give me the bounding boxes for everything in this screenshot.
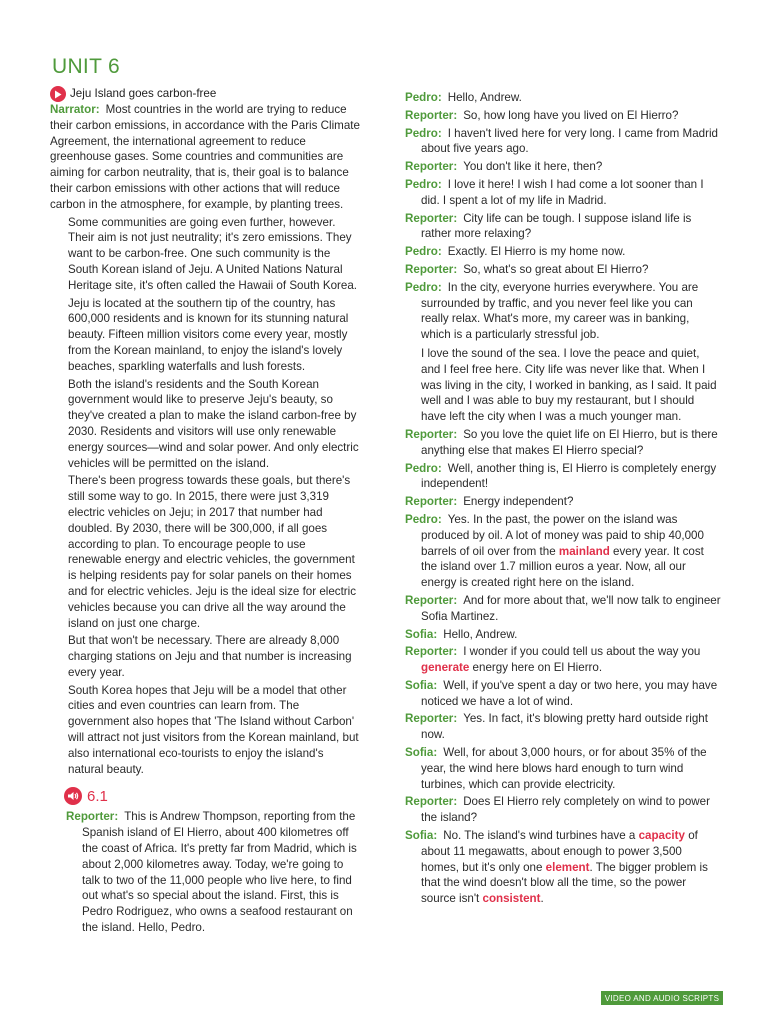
speaker-label: Reporter:	[405, 593, 458, 607]
dialogue-line	[405, 794, 721, 826]
speaker-icon[interactable]	[64, 787, 82, 805]
line-text: Well, if you've spent a day or two here, you may have noticed we have a lot of wind.	[421, 678, 718, 708]
line-text: Hello, Andrew.	[443, 627, 518, 641]
line-text: I love it here! I wish I had come a lot sooner than I did. I spent a lot of my life in Madrid.	[421, 177, 704, 207]
line-text: every year. It cost the island over 1.7 million euros a year. Now, all our energy is created right here on the island.	[421, 544, 704, 590]
speaker-label: Sofia:	[405, 829, 438, 843]
keyword: consistent	[482, 892, 541, 906]
speaker-label: Reporter:	[405, 262, 458, 276]
dialogue-line	[405, 126, 721, 158]
paragraph: Some communities are going even further, however. Their aim is not just neutrality; it's zero emissions. They want to be carbon-free. One such community is the South Korean island of Jeju. A United Nations Natural Heritage site, it's often called the Hawaii of South Korea.	[68, 215, 357, 292]
dialogue-line	[405, 828, 721, 907]
keyword: element	[545, 860, 590, 874]
dialogue-line	[405, 280, 721, 343]
line-text: Energy independent?	[463, 495, 574, 509]
line-text: City life can be tough. I suppose island life is rather more relaxing?	[421, 211, 692, 241]
left-column	[52, 86, 360, 936]
speaker-label: Reporter:	[405, 795, 458, 809]
line-text: energy here on El Hierro.	[469, 661, 603, 675]
speaker-label: Sofia:	[405, 678, 438, 692]
dialogue-line	[405, 745, 721, 792]
reporter-paragraph	[52, 809, 360, 935]
audio-label: 6.1	[87, 787, 108, 805]
line-text: Does El Hierro rely completely on wind to power the island?	[421, 795, 710, 825]
line-text: No. The island's wind turbines have a	[443, 829, 639, 843]
dialogue-line	[405, 244, 721, 260]
speaker-label: Pedro:	[405, 461, 442, 475]
speaker-label: Reporter:	[405, 160, 458, 174]
paragraph: Both the island's residents and the South Korean government would like to preserve Jeju's beauty, so they've created a plan to make the island carbon-free by 2030. Residents and visitors will use only renewable energy sources—wind and solar power. And only electric vehicles will be permitted on the island.	[68, 377, 359, 470]
dialogue-line	[405, 177, 721, 209]
paragraph-text: This is Andrew Thompson, reporting from the Spanish island of El Hierro, about 400 kilometres off the coast of Africa. It's pretty far from Madrid, which is about 2,000 kilometres away. Today, we're going to talk to two of the 11,000 people who live here, to find out what's so special about the island. First, this is Pedro Rodriguez, who owns a seafood restaurant on the island. Hello, Pedro.	[82, 810, 357, 935]
line-text: Well, for about 3,000 hours, or for about 35% of the year, the wind here blows hard enough to turn wind turbines, which can provide electricity.	[421, 746, 707, 791]
dialogue-line	[405, 644, 721, 676]
paragraph: But that won't be necessary. There are already 8,000 charging stations on Jeju and that number is increasing every year.	[68, 634, 352, 679]
speaker-label: Sofia:	[405, 746, 438, 760]
dialogue-line	[405, 427, 721, 459]
audio-header	[64, 787, 360, 805]
unit-title: UNIT 6	[52, 55, 120, 78]
paragraph: South Korea hopes that Jeju will be a model that other cities and even countries can learn from. The government also hopes that 'The Island without Carbon' will attract not just visitors from the Korean mainland, but also international eco-tourists to enjoy the island's natural beauty.	[68, 683, 359, 776]
paragraph-text: Most countries in the world are trying to reduce their carbon emissions, in accordance with the Paris Climate Agreement, the international agreement to reduce greenhouse gases. Some countries and communities are aiming for carbon neutrality, that is, their goal is to balance their carbon emissions with other actions that will reduce carbon in the atmosphere, for example, by planting trees.	[50, 103, 360, 211]
keyword: generate	[421, 661, 470, 675]
line-text: I wonder if you could tell us about the way you	[463, 645, 701, 659]
line-text: Exactly. El Hierro is my home now.	[447, 245, 626, 259]
line-text: Well, another thing is, El Hierro is completely energy independent!	[421, 461, 717, 491]
speaker-label: Pedro:	[405, 177, 442, 191]
speaker-label: Pedro:	[405, 280, 442, 294]
dialogue-line	[405, 678, 721, 710]
play-icon[interactable]	[50, 86, 66, 102]
line-text: Hello, Andrew.	[447, 91, 522, 104]
line-text: I haven't lived here for very long. I came from Madrid about five years ago.	[421, 126, 718, 156]
line-text: Yes. In the past, the power on the island was produced by oil. A lot of money was paid to ship 40,000 barrels of oil over from the	[421, 512, 704, 558]
line-text: . The bigger problem is that the wind doesn't blow all the time, so the power source isn't	[421, 860, 708, 906]
speaker-label: Reporter:	[405, 427, 458, 441]
track-header	[50, 86, 360, 102]
line-text: You don't like it here, then?	[463, 160, 603, 174]
speaker-label: Narrator:	[50, 103, 100, 116]
dialogue-line	[405, 711, 721, 743]
track-title: Jeju Island goes carbon-free	[70, 87, 217, 101]
keyword: mainland	[558, 544, 610, 558]
line-text: of about 11 megawatts, about enough to power 3,500 homes, but it's only one	[421, 829, 698, 874]
line-text: .	[540, 892, 544, 906]
right-column	[405, 90, 721, 907]
dialogue-line	[405, 494, 721, 510]
speaker-label: Reporter:	[405, 108, 458, 122]
speaker-label: Reporter:	[405, 645, 458, 659]
line-text: Yes. In fact, it's blowing pretty hard outside right now.	[421, 712, 708, 742]
keyword: capacity	[638, 829, 685, 843]
line-text: So, what's so great about El Hierro?	[463, 262, 649, 276]
line-text: In the city, everyone hurries everywhere. You are surrounded by traffic, and you never feel like you can really relax. What's more, my career was in banking, which is a particularly stressful job.	[421, 280, 699, 342]
dialogue-line	[405, 108, 721, 124]
speaker-label: Pedro:	[405, 126, 442, 140]
dialogue-line	[405, 211, 721, 243]
speaker-label: Reporter:	[405, 211, 458, 225]
speaker-label: Reporter:	[66, 810, 119, 824]
dialogue-continuation: I love the sound of the sea. I love the peace and quiet, and I feel free here. City life was never like that. When I was living in the city, I worked in banking, as I said. It paid well and I was able to buy my restaurant, but I should have left the city when I was a much younger man.	[421, 346, 717, 424]
dialogue-line	[405, 159, 721, 175]
dialogue-line	[405, 461, 721, 493]
speaker-label: Pedro:	[405, 512, 442, 526]
speaker-label: Pedro:	[405, 245, 442, 259]
dialogue-line	[405, 627, 721, 643]
narrator-paragraph	[50, 102, 360, 213]
line-text: And for more about that, we'll now talk to engineer Sofia Martinez.	[421, 593, 721, 623]
line-text: So you love the quiet life on El Hierro, but is there anything else that makes El Hierro special?	[421, 427, 718, 457]
speaker-label: Reporter:	[405, 712, 458, 726]
dialogue-line	[405, 593, 721, 625]
line-text: So, how long have you lived on El Hierro?	[463, 108, 679, 122]
speaker-label: Sofia:	[405, 627, 438, 641]
speaker-label: Reporter:	[405, 495, 458, 509]
section-footer-tag: VIDEO AND AUDIO SCRIPTS	[601, 991, 723, 1005]
paragraph: Jeju is located at the southern tip of the country, has 600,000 residents and is known for its stunning natural beauty. Fifteen million visitors come every year, mostly from the Korean mainland, to enjoy the island's lovely beaches, sparkling waterfalls and lush forests.	[68, 296, 349, 373]
dialogue-line	[405, 262, 721, 278]
paragraph: There's been progress towards these goals, but there's still some way to go. In 2015, there were just 3,319 electric vehicles on Jeju; in 2017 that number had doubled. By 2030, there will be 300,000, if all goes according to plan. To encourage people to use renewable energy and electric vehicles, the government is helping residents pay for solar panels on their homes and for electric vehicles. Jeju is the ideal size for electric vehicles because you can drive all the way around the island on just one charge.	[68, 474, 357, 630]
speaker-label: Pedro:	[405, 91, 442, 104]
dialogue-line	[405, 90, 721, 106]
dialogue-line	[405, 512, 721, 591]
